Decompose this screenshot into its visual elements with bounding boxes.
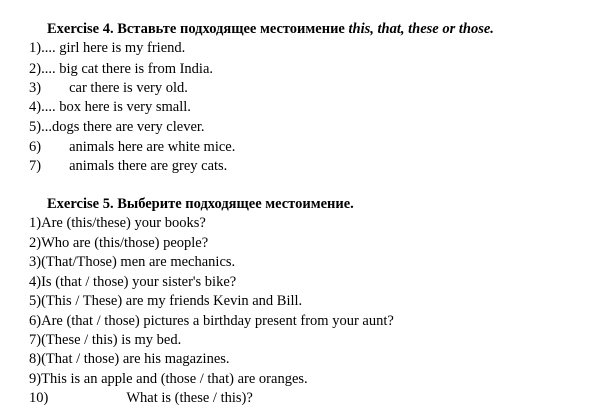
item-text: (This / These) are my friends Kevin and Bill.	[41, 293, 303, 309]
item-text: .... big cat there is from India.	[41, 61, 214, 77]
exercise-4-item	[29, 118, 205, 136]
item-number: 6)	[29, 139, 42, 155]
item-number: 3)	[29, 254, 42, 270]
item-number: 5)	[29, 293, 42, 309]
exercise-4-title-italic: this, that, these or those.	[348, 21, 494, 37]
exercise-5-item	[29, 331, 181, 349]
exercise-5-item	[29, 350, 230, 368]
item-text: This is an apple and (those / that) are oranges.	[41, 371, 308, 387]
item-text: .... girl here is my friend.	[41, 40, 186, 56]
item-number: 10)	[29, 390, 49, 406]
item-number: 3)	[29, 80, 42, 96]
exercise-5-heading	[47, 195, 354, 213]
item-text: Who are (this/those) people?	[41, 235, 209, 251]
item-text: Are (that / those) pictures a birthday present from your aunt?	[41, 313, 394, 329]
exercise-4-item	[29, 98, 191, 116]
exercise-4-title: Exercise 4. Вставьте подходящее местоимение	[47, 21, 349, 37]
exercise-4-item	[29, 39, 185, 57]
item-text: .... box here is very small.	[41, 99, 191, 115]
exercise-5-item	[29, 292, 302, 310]
item-number: 2)	[29, 61, 42, 77]
item-text: Is (that / those) your sister's bike?	[41, 274, 237, 290]
item-number: 7)	[29, 158, 42, 174]
item-text: ...dogs there are very clever.	[41, 119, 205, 135]
exercise-5-item	[29, 389, 253, 407]
item-text: (These / this) is my bed.	[41, 332, 182, 348]
item-text: What is (these / this)?	[126, 390, 253, 406]
item-text: animals there are grey cats.	[69, 158, 228, 174]
exercise-4-heading	[47, 20, 494, 38]
exercise-4-item	[29, 60, 213, 78]
item-number: 4)	[29, 99, 42, 115]
item-number: 7)	[29, 332, 42, 348]
item-number: 1)	[29, 40, 42, 56]
item-text: (That/Those) men are mechanics.	[41, 254, 236, 270]
exercise-5-item	[29, 273, 236, 291]
exercise-5-item	[29, 234, 208, 252]
item-text: animals here are white mice.	[69, 139, 236, 155]
item-text: Are (this/these) your books?	[41, 215, 206, 231]
item-number: 8)	[29, 351, 42, 367]
item-number: 2)	[29, 235, 42, 251]
exercise-4-item	[29, 79, 188, 97]
exercise-5-item	[29, 370, 308, 388]
exercise-5-item	[29, 312, 394, 330]
exercise-5-title: Exercise 5. Выберите подходящее местоимение.	[47, 196, 354, 212]
exercise-4-item	[29, 138, 235, 156]
exercise-5-item	[29, 253, 235, 271]
item-text: (That / those) are his magazines.	[41, 351, 230, 367]
item-text: car there is very old.	[69, 80, 188, 96]
item-number: 9)	[29, 371, 42, 387]
exercise-4-item	[29, 157, 227, 175]
item-number: 6)	[29, 313, 42, 329]
item-number: 5)	[29, 119, 42, 135]
item-number: 1)	[29, 215, 42, 231]
exercise-5-item	[29, 214, 206, 232]
item-number: 4)	[29, 274, 42, 290]
